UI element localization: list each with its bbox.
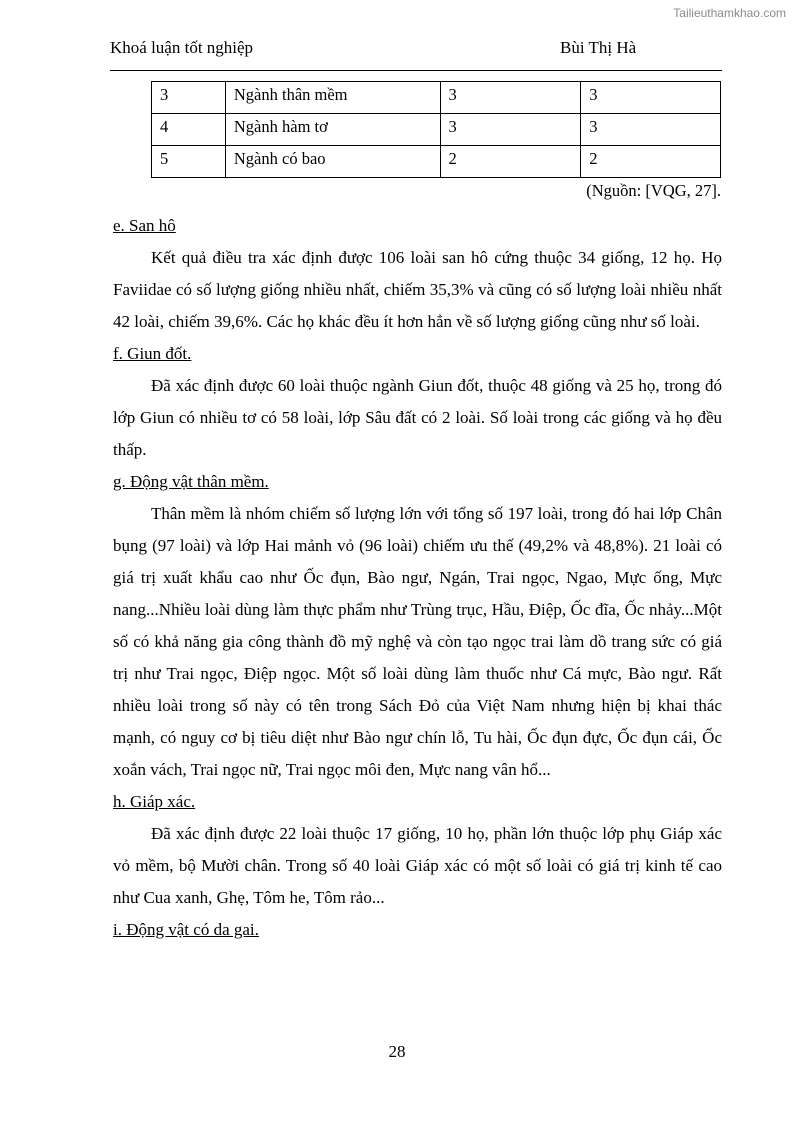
table-row <box>152 146 721 178</box>
table-cell: 3 <box>440 82 581 114</box>
table-cell: 2 <box>440 146 581 178</box>
species-table <box>151 81 721 178</box>
header-author-name: Bùi Thị Hà <box>560 38 637 57</box>
section-title-echinoderms: i. Động vật có da gai. <box>113 920 259 939</box>
section-paragraph-mollusks: Thân mềm là nhóm chiếm số lượng lớn với tổng số 197 loài, trong đó hai lớp Chân bụng (97 loài) và lớp Hai mảnh vỏ (96 loài) chiếm ưu thế (49,2% và 48,8%). 21 loài có giá trị xuất khẩu cao như Ốc đụn, Bào ngư, Ngán, Trai ngọc, Ngao, Mực ống, Mực nang...Nhiều loài dùng làm thực phẩm như Trùng trục, Hầu, Điệp, Ốc đĩa, Ốc nhảy...Một số có khả năng gia công thành đồ mỹ nghệ và còn tạo ngọc trai làm dồ trang sức có giá trị như Trai ngọc, Điệp ngọc. Một số loài dùng làm thuốc như Cá mực, Bào ngư. Rất nhiều loài trong số này có tên trong Sách Đỏ của Việt Nam nhưng hiện bị khai thác mạnh, có nguy cơ bị tiêu diệt như Bào ngư chín lỗ, Tu hài, Ốc đụn đực, Ốc đụn cái, Ốc xoắn vách, Trai ngọc nữ, Trai ngọc môi đen, Mực nang vân hổ... <box>113 504 722 779</box>
table-cell: 4 <box>152 114 226 146</box>
section-paragraph-coral: Kết quả điều tra xác định được 106 loài san hô cứng thuộc 34 giống, 12 họ. Họ Faviidae có số lượng giống nhiều nhất, chiếm 35,3% và cũng có số lượng loài nhiều nhất 42 loài, chiếm 39,6%. Các họ khác đều ít hơn hẳn về số lượng giống cũng như số loài. <box>113 248 722 331</box>
table-cell: 3 <box>440 114 581 146</box>
table-cell: Ngành hàm tơ <box>225 114 440 146</box>
section-title-coral: e. San hô <box>113 216 176 235</box>
table-row <box>152 114 721 146</box>
table-cell: 2 <box>581 146 721 178</box>
table-source-note: (Nguồn: [VQG, 27]. <box>586 181 721 200</box>
table-cell: 3 <box>581 82 721 114</box>
table-cell: Ngành thân mềm <box>225 82 440 114</box>
section-paragraph-crustaceans: Đã xác định được 22 loài thuộc 17 giống, 10 họ, phần lớn thuộc lớp phụ Giáp xác vỏ mềm, bộ Mười chân. Trong số 40 loài Giáp xác có một số loài có giá trị kinh tế cao như Cua xanh, Ghẹ, Tôm he, Tôm rảo... <box>113 824 722 907</box>
watermark-text: Tailieuthamkhao.com <box>673 6 786 20</box>
table-cell: 5 <box>152 146 226 178</box>
body-content <box>113 210 722 946</box>
page-number: 28 <box>388 1042 406 1061</box>
section-title-mollusks: g. Động vật thân mềm. <box>113 472 269 491</box>
table-cell: 3 <box>581 114 721 146</box>
table-cell: Ngành có bao <box>225 146 440 178</box>
page-header <box>110 38 722 71</box>
table-cell: 3 <box>152 82 226 114</box>
header-thesis-title: Khoá luận tốt nghiệp <box>110 38 254 57</box>
table-row <box>152 82 721 114</box>
section-title-crustaceans: h. Giáp xác. <box>113 792 196 811</box>
section-paragraph-annelids: Đã xác định được 60 loài thuộc ngành Giun đốt, thuộc 48 giống và 25 họ, trong đó lớp Giun có nhiều tơ có 58 loài, lớp Sâu đất có 2 loài. Số loài trong các giống và họ đều thấp. <box>113 376 722 459</box>
section-title-annelids: f. Giun đốt. <box>113 344 192 363</box>
